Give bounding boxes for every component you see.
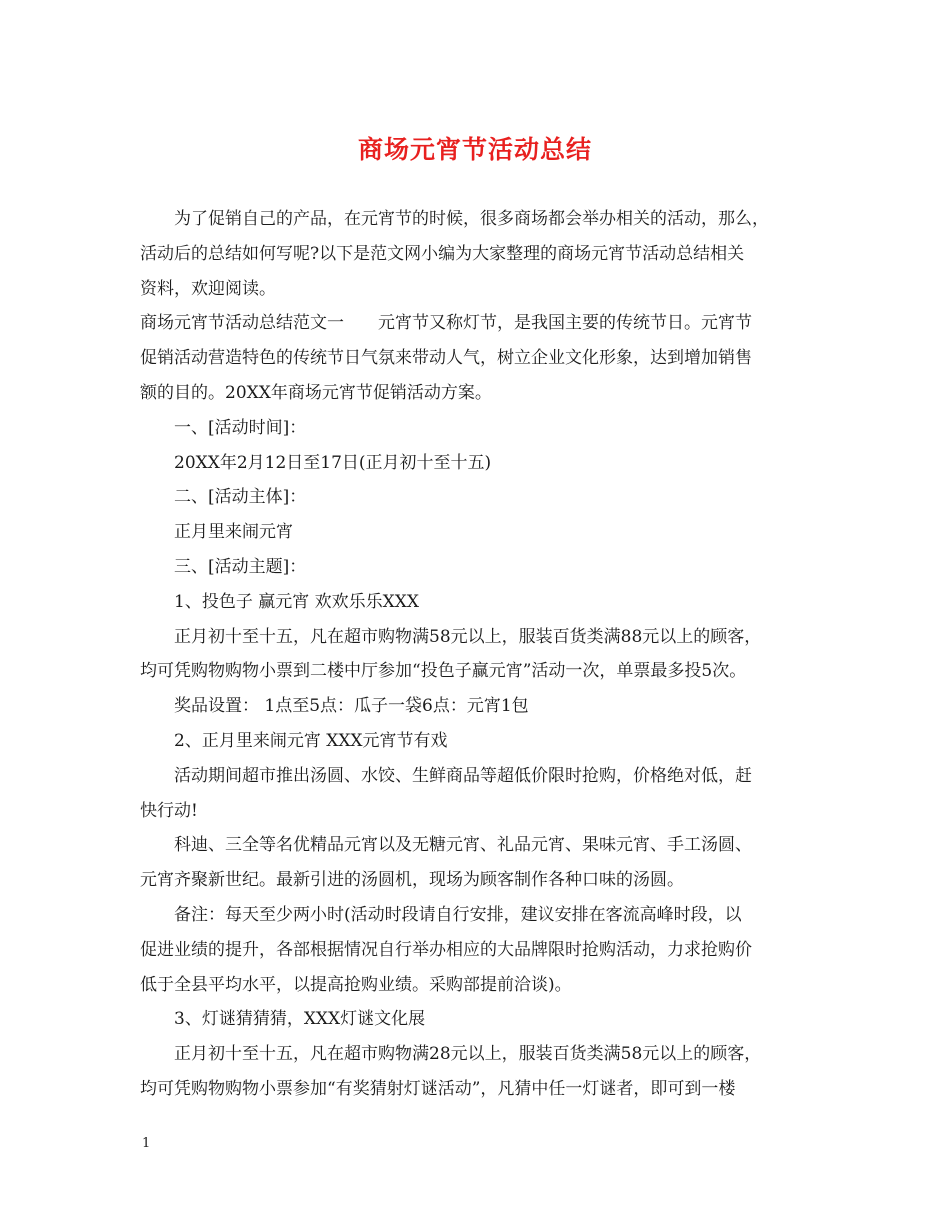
- paragraph-line: 额的目的。20XX年商场元宵节促销活动方案。: [140, 382, 492, 403]
- document-body: [140, 202, 825, 1107]
- paragraph-line: 正月初十至十五，凡在超市购物满58元以上，服装百货类满88元以上的顾客，: [174, 626, 762, 647]
- paragraph-line: 活动后的总结如何写呢?以下是范文网小编为大家整理的商场元宵节活动总结相关: [140, 243, 745, 264]
- paragraph-line: 20XX年2月12日至17日(正月初十至十五): [174, 452, 492, 473]
- page-number: 1: [142, 1136, 151, 1151]
- subsection-heading: 3、灯谜猜猜猜，XXX灯谜文化展: [174, 1009, 426, 1030]
- section-heading: 二、[活动主体]：: [174, 487, 307, 508]
- paragraph-line: 快行动!: [140, 800, 198, 821]
- paragraph-line: 备注：每天至少两小时(活动时段请自行安排，建议安排在客流高峰时段，以: [174, 904, 742, 925]
- paragraph-line: 均可凭购物购物小票参加“有奖猜射灯谜活动”，凡猜中任一灯谜者，即可到一楼: [140, 1078, 736, 1099]
- paragraph-line: 为了促销自己的产品，在元宵节的时候，很多商场都会举办相关的活动，那么，: [174, 209, 769, 229]
- paragraph-line: 低于全县平均水平，以提高抢购业绩。采购部提前洽谈)。: [140, 974, 572, 995]
- paragraph-line: 正月里来闹元宵: [174, 522, 293, 543]
- paragraph-line: 奖品设置： 1点至5点：瓜子一袋6点：元宵1包: [174, 696, 529, 717]
- paragraph-line: 均可凭购物购物小票到二楼中厅参加“投色子赢元宵”活动一次，单票最多投5次。: [140, 661, 747, 682]
- paragraph-line: 促销活动营造特色的传统节日气氛来带动人气，树立企业文化形象，达到增加销售: [140, 348, 752, 369]
- paragraph-line: 活动期间超市推出汤圆、水饺、生鲜商品等超低价限时抢购，价格绝对低，赶: [174, 765, 752, 786]
- subsection-heading: 2、正月里来闹元宵 XXX元宵节有戏: [174, 730, 448, 751]
- paragraph-line: 正月初十至十五，凡在超市购物满28元以上，服装百货类满58元以上的顾客，: [174, 1044, 762, 1065]
- paragraph-line: 元宵齐聚新世纪。最新引进的汤圆机，现场为顾客制作各种口味的汤圆。: [140, 870, 684, 891]
- section-heading: 一、[活动时间]：: [174, 417, 307, 438]
- subsection-heading: 1、投色子 赢元宵 欢欢乐乐XXX: [174, 591, 419, 612]
- paragraph-line: 商场元宵节活动总结范文一 元宵节又称灯节，是我国主要的传统节日。元宵节: [140, 313, 752, 334]
- document-title: 商场元宵节活动总结: [357, 135, 592, 164]
- section-heading: 三、[活动主题]：: [174, 556, 307, 577]
- paragraph-line: 科迪、三全等名优精品元宵以及无糖元宵、礼品元宵、果味元宵、手工汤圆、: [174, 835, 752, 856]
- paragraph-line: 资料，欢迎阅读。: [140, 278, 276, 299]
- paragraph-line: 促进业绩的提升，各部根据情况自行举办相应的大品牌限时抢购活动，力求抢购价: [140, 939, 752, 960]
